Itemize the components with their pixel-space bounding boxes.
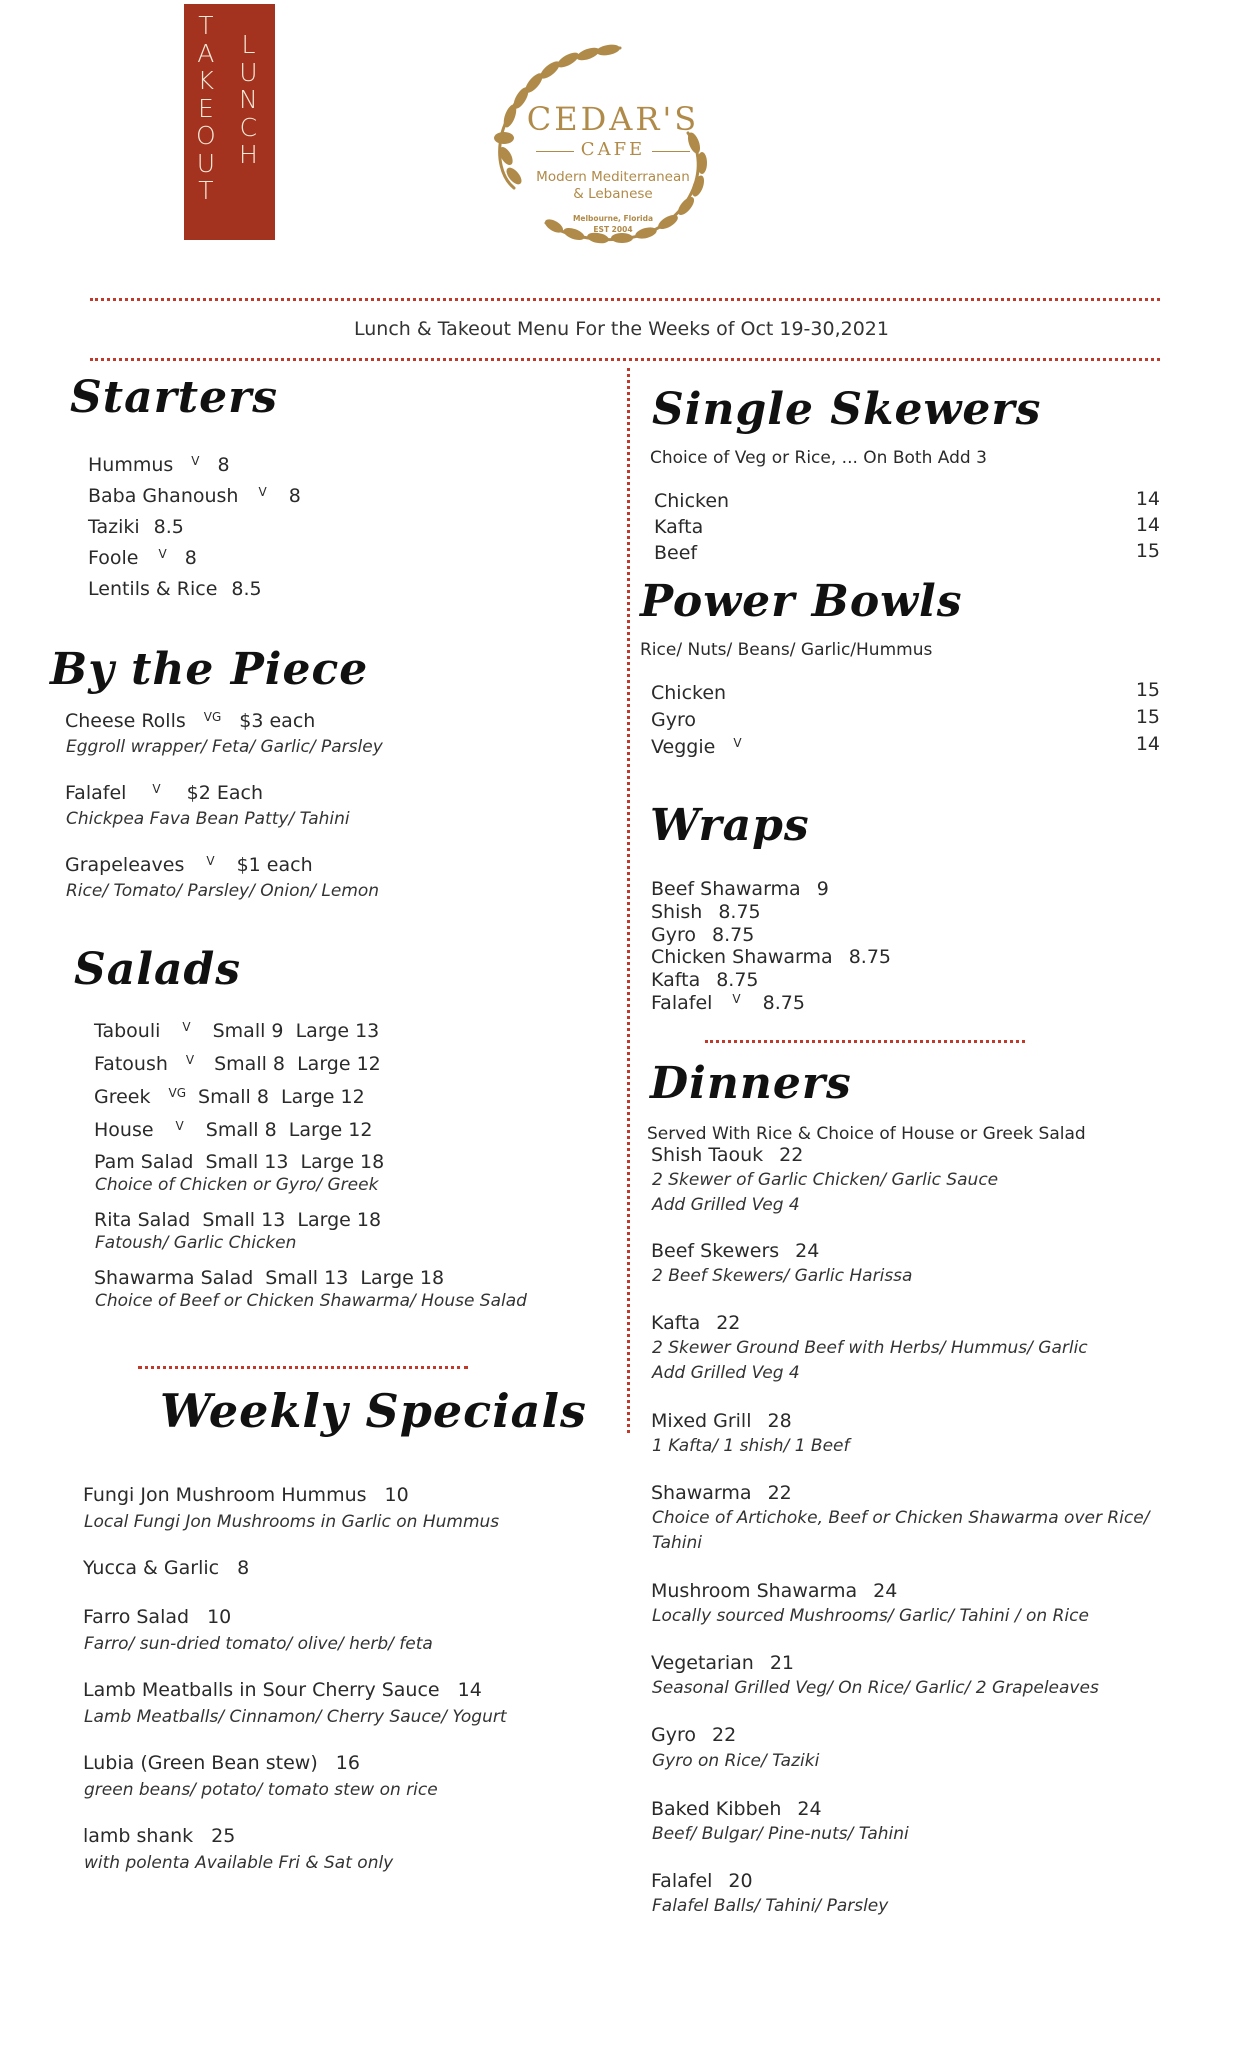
- menu-item-price: 15: [1135, 540, 1160, 562]
- menu-item: [651, 1482, 792, 1504]
- menu-item-description: Add Grilled Veg 4: [652, 1363, 800, 1383]
- menu-item: [94, 1267, 444, 1289]
- menu-item-description: Gyro on Rice/ Taziki: [652, 1751, 820, 1771]
- logo-text-line: & Lebanese: [573, 186, 653, 202]
- menu-item: [651, 1724, 736, 1746]
- menu-item-description: Choice of Beef or Chicken Shawarma/ House Salad: [95, 1291, 527, 1311]
- menu-item-price: Baked Kibbeh: [651, 1798, 782, 1820]
- menu-item-name: 21: [769, 1652, 795, 1674]
- menu-item: [94, 1151, 384, 1173]
- menu-item-name: 8.75: [716, 969, 759, 991]
- menu-item-name: 20: [728, 1870, 753, 1892]
- menu-item: [651, 901, 761, 923]
- menu-header: Lunch & Takeout Menu For the Weeks of Oct 19-30,2021: [354, 318, 889, 340]
- menu-item-price: 14: [1135, 733, 1160, 755]
- logo-tagline: [488, 169, 738, 203]
- menu-item-price: Small 13 Large 18: [205, 1151, 385, 1173]
- banner-letter: H: [239, 140, 258, 169]
- menu-item: [651, 969, 759, 991]
- menu-item-name: Fatoush: [94, 1053, 168, 1075]
- menu-item: [88, 454, 230, 476]
- menu-item-price: Small 13 Large 18: [202, 1209, 382, 1231]
- menu-item-name: 22: [712, 1724, 737, 1746]
- diet-mark: V: [206, 854, 215, 868]
- menu-item-name: Kafta: [654, 516, 704, 538]
- menu-item: [65, 710, 315, 732]
- menu-item-name: lamb shank: [83, 1825, 194, 1847]
- menu-item: [88, 485, 301, 507]
- section-title-dinners: Dinners: [650, 1058, 852, 1109]
- section-note: Served With Rice & Choice of House or Greek Salad: [647, 1124, 1086, 1144]
- menu-item-description: 1 Kafta/ 1 shish/ 1 Beef: [652, 1436, 850, 1456]
- menu-item: [83, 1484, 409, 1506]
- menu-item-name: 22: [779, 1144, 804, 1166]
- diet-mark: VG: [203, 710, 222, 724]
- menu-item-name: 8.75: [712, 924, 755, 946]
- menu-item: [88, 547, 197, 569]
- menu-item-name: 24: [795, 1240, 820, 1262]
- menu-item: [651, 946, 891, 968]
- menu-item-description: Rice/ Tomato/ Parsley/ Onion/ Lemon: [66, 881, 380, 901]
- menu-item: [651, 1580, 897, 1602]
- menu-item-price: 8: [184, 547, 197, 569]
- menu-item-description: Seasonal Grilled Veg/ On Rice/ Garlic/ 2 Grapeleaves: [652, 1678, 1099, 1698]
- menu-item-description: Farro/ sun-dried tomato/ olive/ herb/ feta: [84, 1634, 433, 1654]
- banner-takeout-text: [196, 12, 216, 205]
- menu-item-description: Tahini: [652, 1533, 703, 1553]
- takeout-lunch-banner: [184, 4, 275, 240]
- menu-item-name: Lentils & Rice: [88, 578, 218, 600]
- menu-item: [651, 1312, 740, 1334]
- menu-item-name: Pam Salad: [94, 1151, 194, 1173]
- cedars-cafe-logo: [488, 38, 738, 248]
- menu-item-name: Greek: [94, 1086, 151, 1108]
- menu-item-price: 8: [288, 485, 301, 507]
- menu-item-price: Shish: [651, 901, 703, 923]
- menu-item-description: with polenta Available Fri & Sat only: [84, 1853, 394, 1873]
- menu-item: [94, 1119, 372, 1141]
- menu-item-price: Vegetarian: [651, 1652, 754, 1674]
- menu-item: [651, 878, 829, 900]
- menu-item: [83, 1825, 235, 1847]
- menu-item-name: Fungi Jon Mushroom Hummus: [83, 1484, 367, 1506]
- banner-letter: N: [239, 85, 258, 114]
- menu-item-name: Taziki: [88, 516, 140, 538]
- banner-letter: A: [197, 38, 215, 68]
- logo-location: [488, 213, 738, 235]
- section-title-by-the-piece: By the Piece: [50, 644, 369, 695]
- menu-item-price: 8.5: [153, 516, 184, 538]
- menu-item-name: Baba Ghanoush: [88, 485, 239, 507]
- dotted-divider-dinners: [705, 1040, 1025, 1043]
- section-title-power-bowls: Power Bowls: [640, 576, 963, 627]
- menu-item-name: 24: [797, 1798, 822, 1820]
- menu-item: [83, 1752, 360, 1774]
- menu-item-description: Beef/ Bulgar/ Pine-nuts/ Tahini: [652, 1824, 909, 1844]
- menu-item-price: Small 8 Large 12: [214, 1053, 381, 1075]
- menu-item-price: 8: [217, 454, 230, 476]
- menu-item-price: Shawarma: [651, 1482, 752, 1504]
- menu-item: [651, 992, 805, 1014]
- banner-letter: K: [197, 66, 215, 95]
- menu-item-price: 8: [237, 1557, 250, 1579]
- section-title-weekly-specials: Weekly Specials: [160, 1384, 587, 1438]
- menu-item: [94, 1020, 379, 1042]
- menu-item-description: Fatoush/ Garlic Chicken: [95, 1233, 297, 1253]
- menu-item-name: Falafel: [65, 782, 127, 804]
- menu-item-price: 8.5: [231, 578, 262, 600]
- menu-item-price: Small 9 Large 13: [212, 1020, 380, 1042]
- menu-item: [651, 736, 746, 758]
- menu-item: [94, 1209, 381, 1231]
- menu-item-name: 28: [767, 1410, 792, 1432]
- section-title-salads: Salads: [74, 944, 242, 995]
- menu-item-price: Gyro: [651, 1724, 696, 1746]
- menu-item-price: Kafta: [651, 1312, 701, 1334]
- menu-item: [65, 782, 263, 804]
- menu-item: [651, 1240, 819, 1262]
- menu-item-description: Choice of Artichoke, Beef or Chicken Shawarma over Rice/: [652, 1508, 1150, 1528]
- menu-item-name: House: [94, 1119, 154, 1141]
- menu-item: [94, 1086, 365, 1108]
- logo-text-line: EST 2004: [593, 225, 633, 234]
- menu-item: [88, 516, 184, 538]
- menu-item: [83, 1679, 482, 1701]
- diet-mark: V: [158, 547, 167, 561]
- logo-cafe: CAFE: [580, 139, 646, 160]
- dotted-divider-specials: [138, 1366, 468, 1369]
- diet-mark: V: [733, 736, 742, 750]
- menu-item-price: $3 each: [239, 710, 316, 732]
- menu-item: [65, 854, 313, 876]
- menu-item-description: green beans/ potato/ tomato stew on rice: [84, 1780, 438, 1800]
- menu-item-price: Shish Taouk: [651, 1144, 764, 1166]
- menu-item-price: Beef Skewers: [651, 1240, 780, 1262]
- menu-item-name: 8.75: [848, 946, 891, 968]
- menu-item: [651, 924, 754, 946]
- menu-item-price: 25: [211, 1825, 236, 1847]
- menu-item-description: 2 Skewer Ground Beef with Herbs/ Hummus/ Garlic: [652, 1338, 1088, 1358]
- logo-name: CEDAR'S: [526, 100, 700, 138]
- menu-item-description: 2 Skewer of Garlic Chicken/ Garlic Sauce: [652, 1170, 999, 1190]
- menu-item: [651, 1410, 792, 1432]
- menu-item-name: Hummus: [88, 454, 174, 476]
- banner-letter: T: [198, 176, 214, 205]
- banner-letter: U: [196, 148, 215, 178]
- menu-item-name: Grapeleaves: [65, 854, 185, 876]
- menu-item-name: Tabouli: [94, 1020, 161, 1042]
- menu-item: [651, 1798, 822, 1820]
- menu-item-price: Small 13 Large 18: [265, 1267, 445, 1289]
- section-note: Choice of Veg or Rice, ... On Both Add 3: [650, 448, 987, 468]
- section-title-wraps: Wraps: [650, 800, 810, 851]
- menu-item: [94, 1053, 381, 1075]
- menu-item-price: 15: [1135, 706, 1160, 728]
- diet-mark: V: [191, 454, 200, 468]
- menu-item: [83, 1606, 231, 1628]
- banner-letter: L: [241, 30, 256, 59]
- section-title-starters: Starters: [70, 372, 279, 423]
- menu-item: [651, 1144, 803, 1166]
- diet-mark: V: [175, 1119, 184, 1133]
- menu-item-description: Locally sourced Mushrooms/ Garlic/ Tahini / on Rice: [652, 1606, 1089, 1626]
- menu-item: [83, 1557, 249, 1579]
- banner-letter: E: [197, 93, 214, 123]
- menu-item-description: Falafel Balls/ Tahini/ Parsley: [652, 1896, 889, 1916]
- diet-mark: V: [185, 1053, 195, 1067]
- menu-item-price: Kafta: [651, 969, 701, 991]
- banner-lunch-text: [239, 31, 258, 169]
- logo-divider-right: [652, 151, 690, 152]
- menu-item-price: $2 Each: [186, 782, 263, 804]
- diet-mark: V: [732, 992, 741, 1006]
- menu-item-description: Lamb Meatballs/ Cinnamon/ Cherry Sauce/ Yogurt: [84, 1707, 507, 1727]
- menu-item-price: Chicken Shawarma: [651, 946, 833, 968]
- banner-letter: O: [196, 121, 216, 150]
- menu-item-name: Yucca & Garlic: [83, 1557, 220, 1579]
- menu-item-name: Lamb Meatballs in Sour Cherry Sauce: [83, 1679, 440, 1701]
- menu-item-price: 10: [384, 1484, 409, 1506]
- menu-item-price: 10: [207, 1606, 232, 1628]
- menu-item: [651, 1870, 753, 1892]
- menu-item-description: Eggroll wrapper/ Feta/ Garlic/ Parsley: [66, 737, 383, 757]
- menu-item-name: Cheese Rolls: [65, 710, 186, 732]
- banner-letter: C: [239, 112, 258, 142]
- menu-item-name: 8.75: [718, 901, 761, 923]
- diet-mark: V: [258, 485, 267, 499]
- menu-item-name: Beef: [654, 542, 698, 564]
- menu-item-name: Farro Salad: [83, 1606, 190, 1628]
- banner-letter: T: [198, 11, 214, 40]
- menu-item-description: Local Fungi Jon Mushrooms in Garlic on Hummus: [84, 1512, 500, 1532]
- menu-item: [88, 578, 262, 600]
- logo-text-line: Modern Mediterranean: [536, 169, 690, 185]
- dotted-divider-header-bottom: [90, 358, 1160, 361]
- banner-letter: U: [239, 57, 258, 87]
- diet-mark: V: [182, 1020, 191, 1034]
- menu-item-price: Mushroom Shawarma: [651, 1580, 858, 1602]
- menu-item-price: Small 8 Large 12: [205, 1119, 373, 1141]
- menu-item-price: Small 8 Large 12: [198, 1086, 365, 1108]
- menu-item-description: Choice of Chicken or Gyro/ Greek: [95, 1175, 379, 1195]
- menu-item-name: Rita Salad: [94, 1209, 191, 1231]
- menu-item-price: Falafel: [651, 1870, 713, 1892]
- menu-item-name: Chicken: [651, 682, 727, 704]
- menu-item-name: Lubia (Green Bean stew): [83, 1752, 318, 1774]
- dotted-column-divider: [627, 368, 630, 1433]
- menu-item-price: Mixed Grill: [651, 1410, 752, 1432]
- section-title-single-skewers: Single Skewers: [652, 384, 1042, 435]
- menu-item-price: Gyro: [651, 924, 696, 946]
- diet-mark: V: [152, 782, 161, 796]
- menu-item-price: 14: [457, 1679, 482, 1701]
- menu-item-name: Chicken: [654, 490, 730, 512]
- menu-item-description: Add Grilled Veg 4: [652, 1195, 800, 1215]
- menu-item-name: Gyro: [651, 709, 696, 731]
- menu-item-name: 24: [873, 1580, 898, 1602]
- menu-item-price: Falafel: [651, 992, 713, 1014]
- menu-item-name: Veggie: [651, 736, 716, 758]
- dotted-divider-top: [90, 298, 1160, 301]
- logo-text-line: Melbourne, Florida: [572, 214, 654, 223]
- menu-item-name: 8.75: [762, 992, 805, 1014]
- menu-item-price: 15: [1135, 679, 1160, 701]
- menu-item-price: 14: [1135, 514, 1160, 536]
- menu-item-price: Beef Shawarma: [651, 878, 801, 900]
- menu-item-price: $1 each: [236, 854, 313, 876]
- menu-item-name: 22: [716, 1312, 741, 1334]
- menu-item-price: 16: [335, 1752, 360, 1774]
- menu-item: [651, 1652, 794, 1674]
- menu-item-price: 14: [1135, 488, 1160, 510]
- diet-mark: VG: [168, 1086, 187, 1100]
- menu-item-name: 22: [767, 1482, 792, 1504]
- menu-item-name: Foole: [88, 547, 139, 569]
- section-note: Rice/ Nuts/ Beans/ Garlic/Hummus: [640, 640, 933, 660]
- menu-item-name: Shawarma Salad: [94, 1267, 254, 1289]
- menu-item-description: 2 Beef Skewers/ Garlic Harissa: [652, 1266, 913, 1286]
- menu-item-description: Chickpea Fava Bean Patty/ Tahini: [66, 809, 350, 829]
- menu-item-name: 9: [816, 878, 829, 900]
